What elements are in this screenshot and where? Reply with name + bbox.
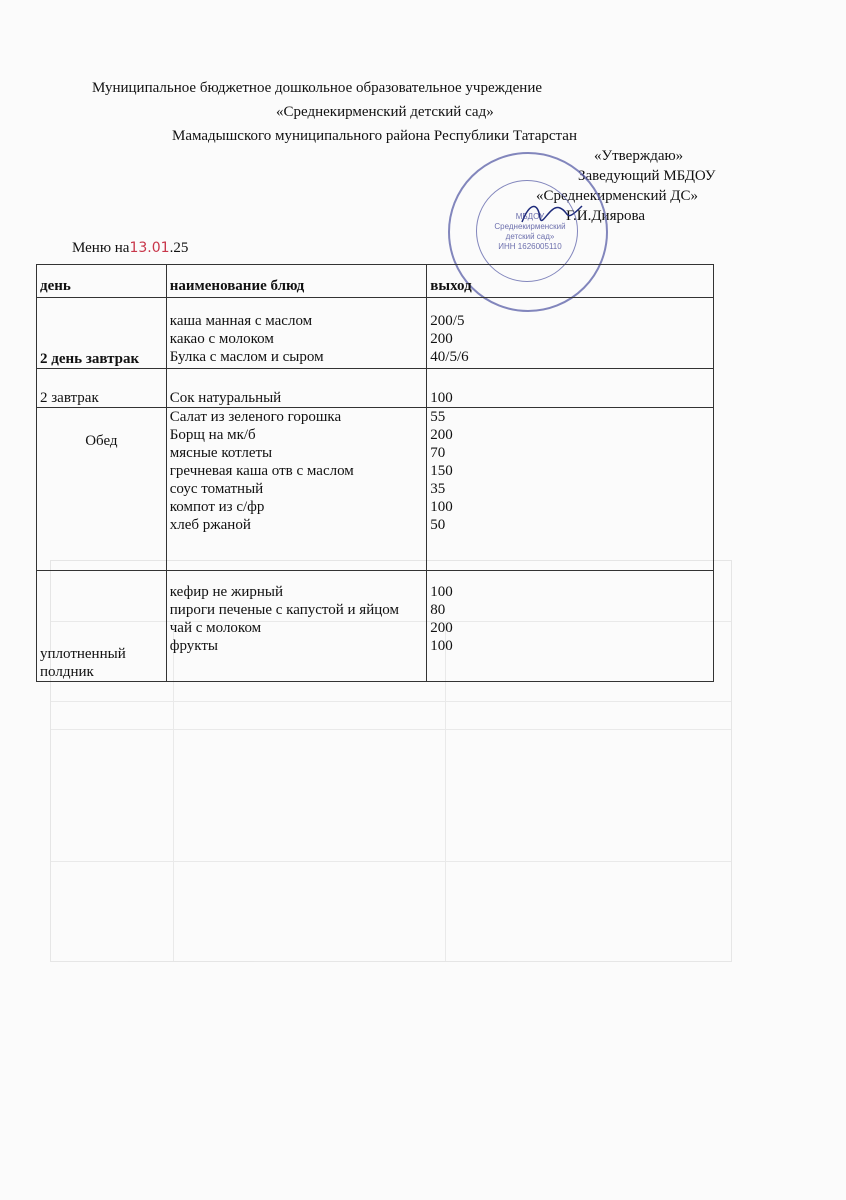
- table-row-breakfast: [37, 298, 714, 369]
- header-district-line: Мамадышского муниципального района Республики Татарстан: [172, 128, 577, 144]
- output-cell: 100: [427, 369, 714, 408]
- table-header-row: [37, 265, 714, 298]
- header-kindergarten-name: «Среднекирменский детский сад»: [276, 104, 494, 120]
- approval-position: Заведующий МБДОУ: [578, 168, 716, 184]
- column-header-output: выход: [427, 265, 714, 298]
- dishes-cell: каша манная с маслом какао с молоком Булка с маслом и сыром: [166, 298, 427, 369]
- output-cell: 200/5 200 40/5/6: [427, 298, 714, 369]
- approval-organization: «Среднекирменский ДС»: [536, 188, 699, 204]
- handwritten-date: 13.01: [129, 240, 170, 256]
- column-header-dishes: наименование блюд: [166, 265, 427, 298]
- approval-name: Г.И.Диярова: [566, 208, 646, 224]
- menu-date-label: Меню на13.01.25: [72, 240, 189, 256]
- column-header-day: день: [37, 265, 167, 298]
- day-cell: Обед: [37, 408, 167, 571]
- table-row-afternoon-snack: [37, 571, 714, 682]
- dishes-cell: Салат из зеленого горошка Борщ на мк/б мясные котлеты гречневая каша отв с маслом соус томатный компот из с/фр хлеб ржаной: [166, 408, 427, 571]
- day-cell: 2 завтрак: [37, 369, 167, 408]
- output-cell: 55 200 70 150 35 100 50: [427, 408, 714, 571]
- output-cell: 100 80 200 100: [427, 571, 714, 682]
- table-row-second-breakfast: [37, 369, 714, 408]
- menu-table: [36, 264, 714, 682]
- day-cell: 2 день завтрак: [37, 298, 167, 369]
- dishes-cell: кефир не жирный пироги печеные с капустой и яйцом чай с молоком фрукты: [166, 571, 427, 682]
- official-stamp: МБДОУ Среднекирменский детский сад» ИНН 1626005110: [448, 152, 608, 312]
- dishes-cell: Сок натуральный: [166, 369, 427, 408]
- day-cell: уплотненный полдник: [37, 571, 167, 682]
- header-institution-line: Муниципальное бюджетное дошкольное образовательное учреждение: [92, 80, 542, 96]
- approval-title: «Утверждаю»: [594, 148, 684, 164]
- table-row-lunch: [37, 408, 714, 571]
